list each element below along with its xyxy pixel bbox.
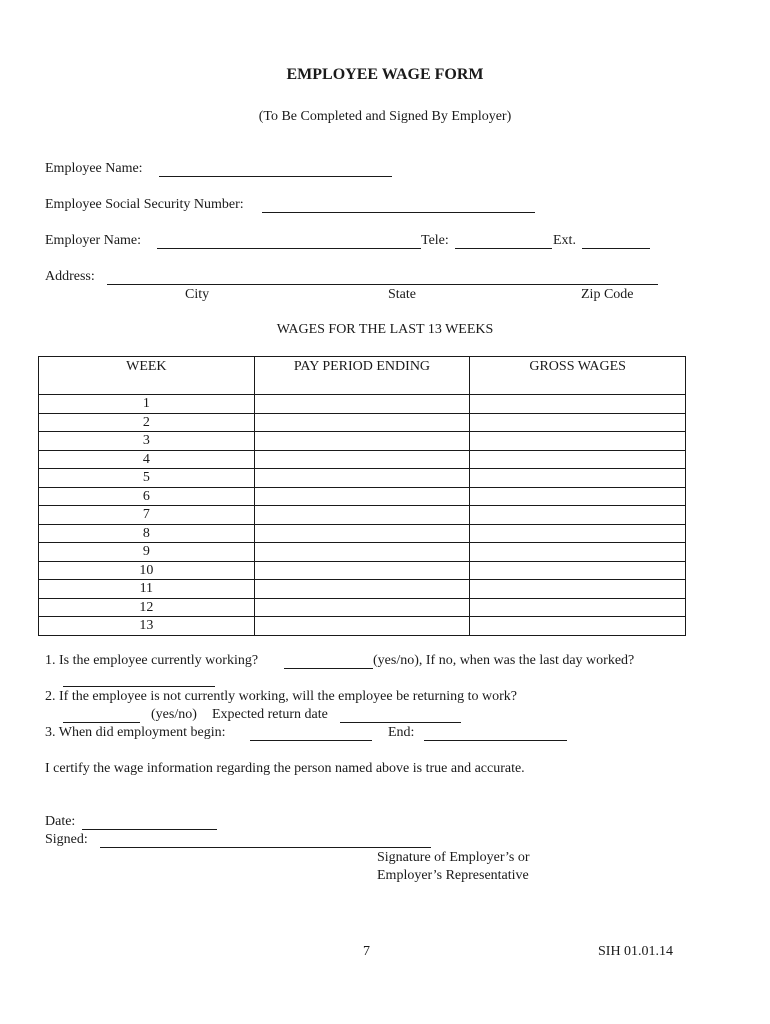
form-title: EMPLOYEE WAGE FORM [286,66,484,83]
gross-wages-cell[interactable] [470,469,686,488]
question-1-prefix: 1. Is the employee currently working? [45,653,259,668]
employee-name-label: Employee Name: [45,161,143,176]
pay-period-cell[interactable] [254,598,470,617]
gross-wages-cell[interactable] [470,487,686,506]
table-row [39,450,686,469]
question-2-yesno: (yes/no) [151,707,197,722]
tele-label: Tele: [421,233,449,248]
week-number: 11 [39,580,255,599]
employer-name-label: Employer Name: [45,233,142,248]
gross-wages-cell[interactable] [470,524,686,543]
ext-label: Ext. [553,233,576,248]
state-label: State [388,287,416,302]
table-row [39,487,686,506]
gross-wages-cell[interactable] [470,543,686,562]
column-header-pay-period-ending: PAY PERIOD ENDING [254,357,470,395]
week-number: 9 [39,543,255,562]
employer-name-field[interactable] [157,248,421,249]
gross-wages-cell[interactable] [470,506,686,525]
column-header-week: WEEK [39,357,255,395]
pay-period-cell[interactable] [254,524,470,543]
table-row [39,580,686,599]
week-number: 4 [39,450,255,469]
question-3-end-label: End: [388,725,415,740]
week-number: 12 [39,598,255,617]
certification-statement: I certify the wage information regarding the person named above is true and accurate. [45,761,525,776]
week-number: 3 [39,432,255,451]
pay-period-cell[interactable] [254,580,470,599]
pay-period-cell[interactable] [254,432,470,451]
pay-period-cell[interactable] [254,413,470,432]
question-2-expected-label: Expected return date [212,707,328,722]
expected-return-date-field[interactable] [340,722,461,723]
week-number: 13 [39,617,255,636]
week-number: 2 [39,413,255,432]
page-number: 7 [363,944,370,959]
wages-table [38,356,686,636]
table-row [39,395,686,414]
employee-name-field[interactable] [159,176,392,177]
returning-to-work-field[interactable] [63,722,140,723]
gross-wages-cell[interactable] [470,598,686,617]
address-label: Address: [45,269,95,284]
city-label: City [185,287,210,302]
wages-table-heading: WAGES FOR THE LAST 13 WEEKS [276,322,494,337]
signature-field[interactable] [100,847,431,848]
date-label: Date: [45,814,76,829]
signature-caption-line-1: Signature of Employer’s or [377,850,530,865]
column-header-gross-wages: GROSS WAGES [470,357,686,395]
pay-period-cell[interactable] [254,395,470,414]
form-subtitle: (To Be Completed and Signed By Employer) [258,109,512,124]
table-row [39,561,686,580]
signed-label: Signed: [45,832,88,847]
question-2-text: 2. If the employee is not currently working, will the employee be returning to work? [45,689,517,704]
table-row [39,543,686,562]
date-field[interactable] [82,829,217,830]
week-number: 8 [39,524,255,543]
last-day-worked-field[interactable] [63,686,215,687]
ssn-label: Employee Social Security Number: [45,197,244,212]
gross-wages-cell[interactable] [470,413,686,432]
question-3-text: 3. When did employment begin: [45,725,226,740]
table-row [39,469,686,488]
pay-period-cell[interactable] [254,450,470,469]
pay-period-cell[interactable] [254,487,470,506]
week-number: 10 [39,561,255,580]
pay-period-cell[interactable] [254,506,470,525]
pay-period-cell[interactable] [254,469,470,488]
gross-wages-cell[interactable] [470,617,686,636]
address-field[interactable] [107,284,658,285]
week-number: 5 [39,469,255,488]
employment-end-field[interactable] [424,740,567,741]
gross-wages-cell[interactable] [470,580,686,599]
week-number: 6 [39,487,255,506]
pay-period-cell[interactable] [254,543,470,562]
pay-period-cell[interactable] [254,617,470,636]
form-code: SIH 01.01.14 [598,944,674,959]
table-row [39,432,686,451]
table-row [39,617,686,636]
gross-wages-cell[interactable] [470,450,686,469]
ssn-field[interactable] [262,212,535,213]
ext-field[interactable] [582,248,650,249]
table-row [39,524,686,543]
week-number: 7 [39,506,255,525]
question-1-suffix: (yes/no), If no, when was the last day worked? [373,653,635,668]
pay-period-cell[interactable] [254,561,470,580]
week-number: 1 [39,395,255,414]
tele-field[interactable] [455,248,552,249]
table-row [39,506,686,525]
currently-working-field[interactable] [284,668,373,669]
table-row [39,598,686,617]
employee-name-row [45,160,143,178]
gross-wages-cell[interactable] [470,395,686,414]
table-row [39,413,686,432]
zip-code-label: Zip Code [581,287,634,302]
employment-begin-field[interactable] [250,740,372,741]
gross-wages-cell[interactable] [470,561,686,580]
signature-caption-line-2: Employer’s Representative [377,868,529,883]
gross-wages-cell[interactable] [470,432,686,451]
